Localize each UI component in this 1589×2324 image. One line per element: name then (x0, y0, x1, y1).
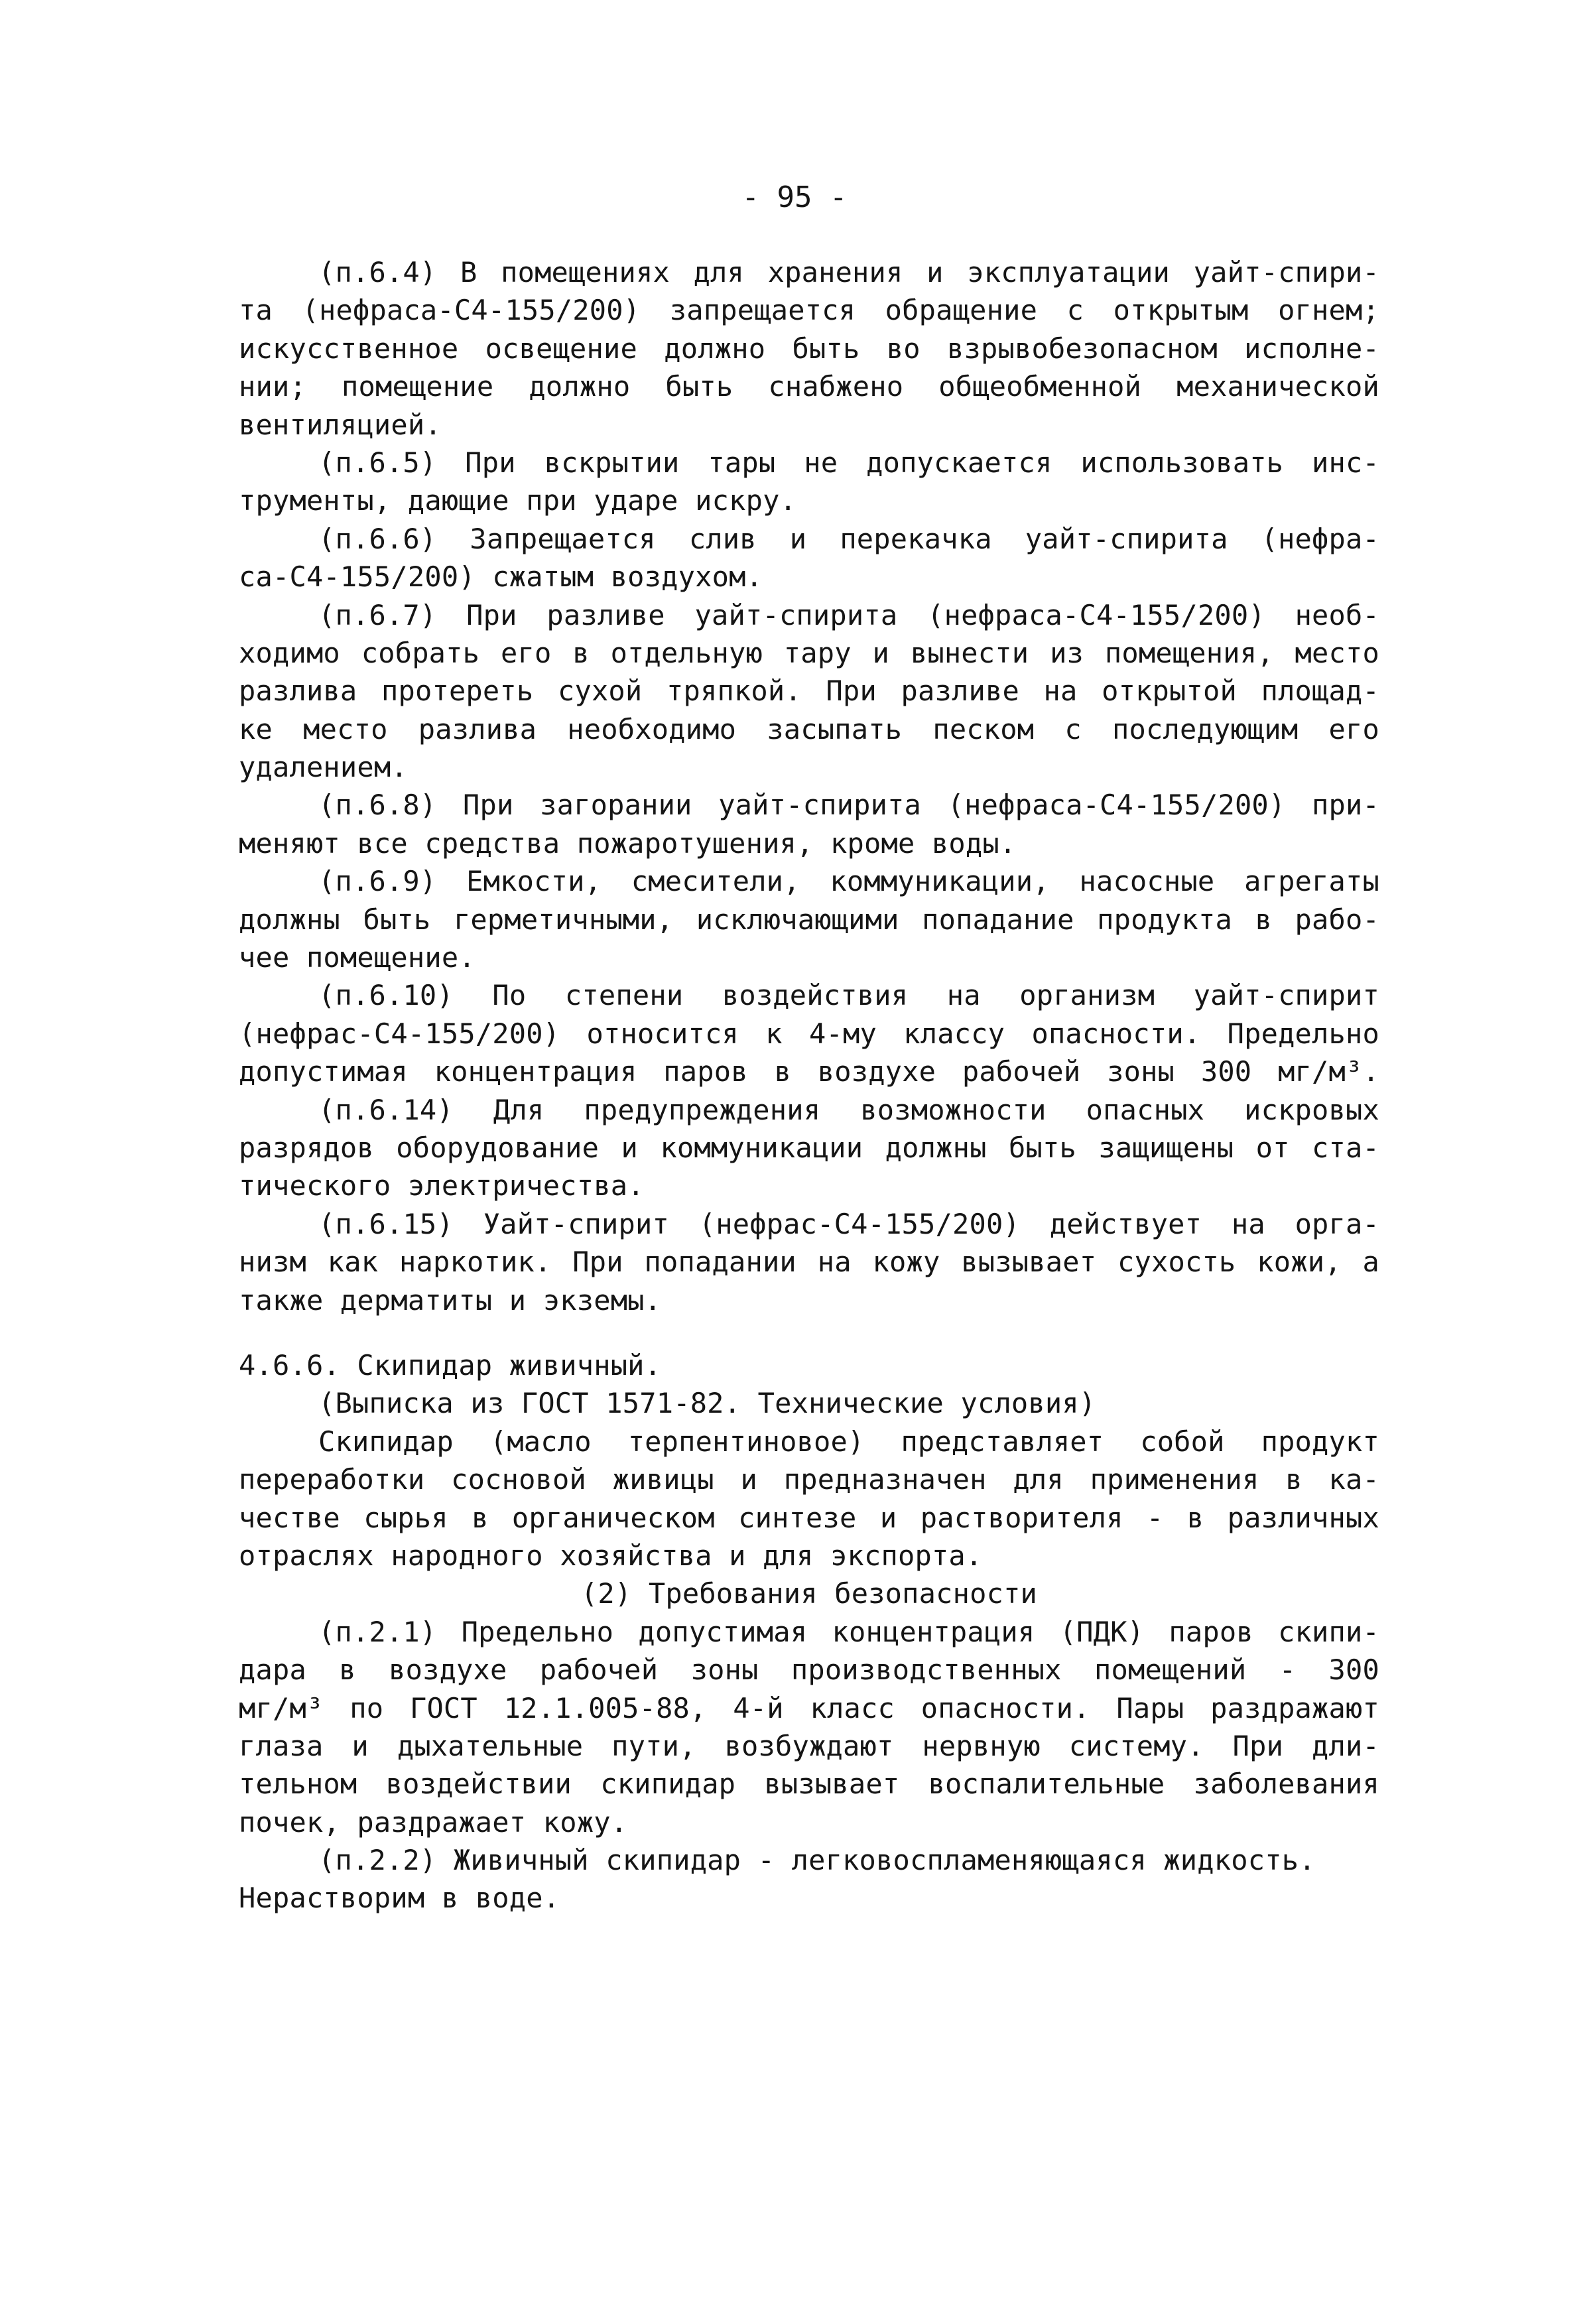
white-spirit-text-line: та (нефраса-С4-155/200) запрещается обращение с открытым огнем; (239, 294, 1379, 327)
white-spirit-text-line: вентиляцией. (239, 408, 442, 441)
white-spirit-text-line: (п.6.14) Для предупреждения возможности опасных искровых (318, 1093, 1379, 1126)
white-spirit-text-line: разрядов оборудование и коммуникации должны быть защищены от ста- (239, 1131, 1379, 1164)
white-spirit-text-line: нии; помещение должно быть снабжено общеобменной механической (239, 370, 1379, 403)
white-spirit-text-line: (п.6.10) По степени воздействия на организм уайт-спирит (318, 979, 1379, 1012)
white-spirit-text-line: (нефрас-С4-155/200) относится к 4-му классу опасности. Предельно (239, 1017, 1379, 1050)
white-spirit-text-line: тического электричества. (239, 1169, 645, 1202)
turpentine-text-line: (Выписка из ГОСТ 1571-82. Технические условия) (318, 1387, 1096, 1420)
turpentine-text-line: дара в воздухе рабочей зоны производственных помещений - 300 (239, 1653, 1379, 1687)
white-spirit-text-line: ходимо собрать его в отдельную тару и вынести из помещения, место (239, 636, 1379, 669)
white-spirit-text-line: (п.6.6) Запрещается слив и перекачка уайт-спирита (нефра- (318, 522, 1379, 555)
white-spirit-text-line: (п.6.9) Емкости, смесители, коммуникации, насосные агрегаты (318, 865, 1379, 898)
turpentine-text-line: переработки сосновой живицы и предназначен для применения в ка- (239, 1463, 1379, 1496)
white-spirit-text-line: искусственное освещение должно быть во взрывобезопасном исполне- (239, 332, 1379, 365)
white-spirit-text-line: удалением. (239, 751, 408, 784)
white-spirit-text-line: низм как наркотик. При попадании на кожу вызывает сухость кожи, а (239, 1246, 1379, 1279)
turpentine-text-line: (2) Требования безопасности (580, 1577, 1038, 1610)
white-spirit-text-line: допустимая концентрация паров в воздухе рабочей зоны 300 мг/м³. (239, 1055, 1379, 1088)
turpentine-text-line: 4.6.6. Скипидар живичный. (239, 1349, 662, 1382)
white-spirit-text-line: ке место разлива необходимо засыпать песком с последующим его (239, 712, 1379, 745)
section-turpentine (239, 1346, 1379, 1917)
turpentine-text-line: почек, раздражает кожу. (239, 1805, 628, 1839)
turpentine-text-line: мг/м³ по ГОСТ 12.1.005-88, 4-й класс опасности. Пары раздражают (239, 1691, 1379, 1724)
turpentine-text-line: (п.2.2) Живичный скипидар - легковоспламеняющаяся жидкость. (318, 1844, 1316, 1877)
white-spirit-text-line: (п.6.4) В помещениях для хранения и эксплуатации уайт-спири- (318, 256, 1379, 289)
white-spirit-text-line: чее помещение. (239, 941, 476, 974)
turpentine-text-line: честве сырья в органическом синтезе и растворителя - в различных (239, 1501, 1379, 1534)
turpentine-text-line: глаза и дыхательные пути, возбуждают нервную систему. При дли- (239, 1729, 1379, 1762)
turpentine-text-line: Нерастворим в воде. (239, 1882, 560, 1915)
white-spirit-text-line: также дерматиты и экземы. (239, 1283, 662, 1317)
turpentine-text-line: отраслях народного хозяйства и для экспорта. (239, 1539, 983, 1572)
turpentine-text-line: тельном воздействии скипидар вызывает воспалительные заболевания (239, 1768, 1379, 1801)
white-spirit-text-line: разлива протереть сухой тряпкой. При разливе на открытой площад- (239, 675, 1379, 708)
white-spirit-text-line: (п.6.8) При загорании уайт-спирита (нефраса-С4-155/200) при- (318, 789, 1379, 822)
section-white-spirit-safety (239, 253, 1379, 1319)
turpentine-text-line: Скипидар (масло терпентиновое) представляет собой продукт (318, 1425, 1379, 1458)
white-spirit-text-line: (п.6.15) Уайт-спирит (нефрас-С4-155/200) действует на орга- (318, 1207, 1379, 1240)
white-spirit-text-line: меняют все средства пожаротушения, кроме воды. (239, 826, 1017, 860)
white-spirit-text-line: (п.6.5) При вскрытии тары не допускается использовать инс- (318, 446, 1379, 479)
white-spirit-text-line: са-С4-155/200) сжатым воздухом. (239, 560, 763, 594)
page-number: - 95 - (741, 180, 848, 214)
white-spirit-text-line: (п.6.7) При разливе уайт-спирита (нефраса-С4-155/200) необ- (318, 598, 1379, 631)
white-spirit-text-line: трументы, дающие при ударе искру. (239, 484, 797, 517)
white-spirit-text-line: должны быть герметичными, исключающими попадание продукта в рабо- (239, 903, 1379, 936)
turpentine-text-line: (п.2.1) Предельно допустимая концентрация (ПДК) паров скипи- (318, 1615, 1379, 1648)
